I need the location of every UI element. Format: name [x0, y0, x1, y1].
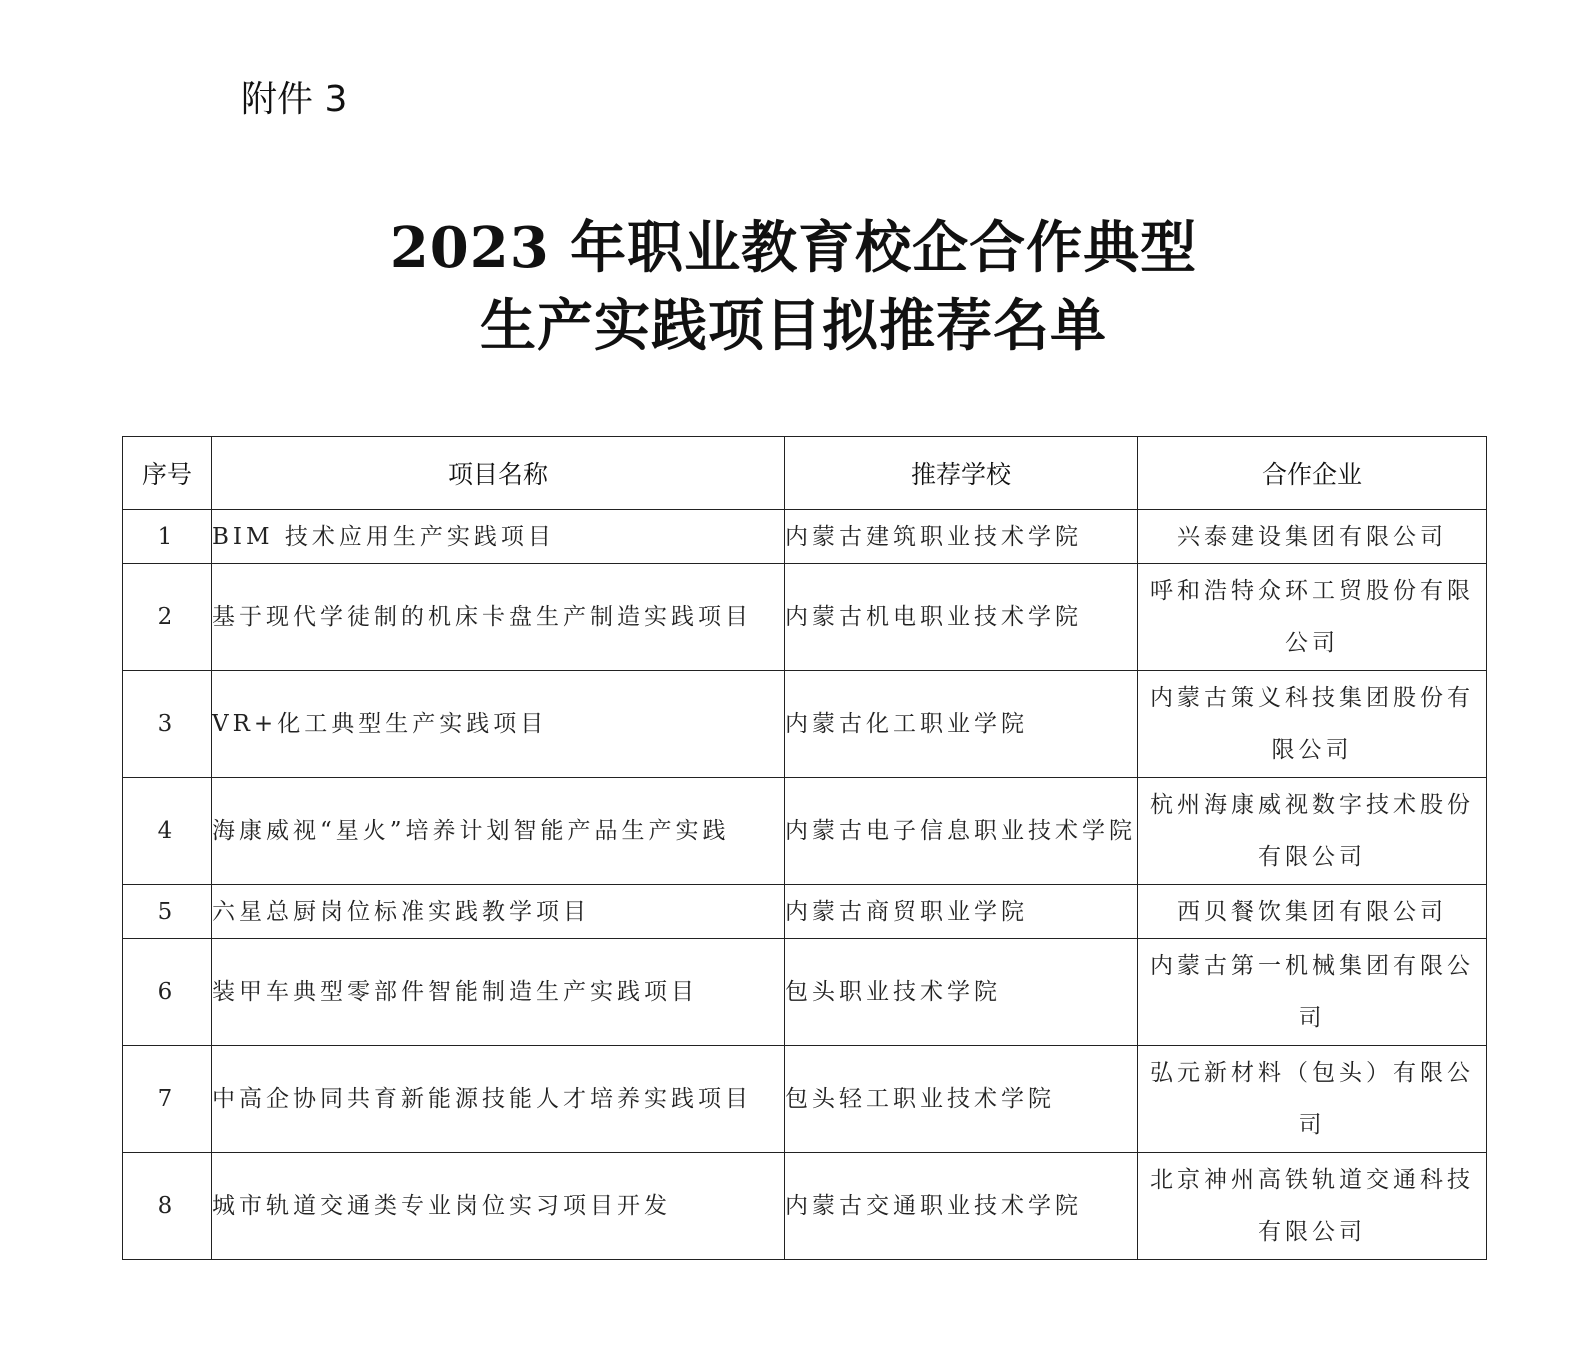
company-name: 杭州海康威视数字技术股份有限公司 [1138, 778, 1487, 885]
table-row [123, 778, 1487, 885]
project-name: 基于现代学徒制的机床卡盘生产制造实践项目 [212, 564, 785, 671]
table-row [123, 939, 1487, 1046]
company-name: 呼和浩特众环工贸股份有限公司 [1138, 564, 1487, 671]
row-index: 6 [123, 939, 212, 1046]
project-name: 六星总厨岗位标准实践教学项目 [212, 885, 785, 939]
company-name: 兴泰建设集团有限公司 [1138, 510, 1487, 564]
document-title-line-1: 2023 年职业教育校企合作典型 [389, 215, 1198, 281]
school-name: 包头职业技术学院 [785, 939, 1138, 1046]
document-title-line-2: 生产实践项目拟推荐名单 [480, 293, 1107, 359]
header-index: 序号 [123, 437, 212, 510]
table-row [123, 510, 1487, 564]
school-name: 内蒙古机电职业技术学院 [785, 564, 1138, 671]
company-name: 西贝餐饮集团有限公司 [1138, 885, 1487, 939]
row-index: 4 [123, 778, 212, 885]
company-name: 北京神州高铁轨道交通科技有限公司 [1138, 1153, 1487, 1260]
project-name: 海康威视“星火”培养计划智能产品生产实践 [212, 778, 785, 885]
school-name: 包头轻工职业技术学院 [785, 1046, 1138, 1153]
school-name: 内蒙古建筑职业技术学院 [785, 510, 1138, 564]
row-index: 7 [123, 1046, 212, 1153]
row-index: 8 [123, 1153, 212, 1260]
school-name: 内蒙古化工职业学院 [785, 671, 1138, 778]
header-project-name: 项目名称 [212, 437, 785, 510]
company-name: 内蒙古第一机械集团有限公司 [1138, 939, 1487, 1046]
table-header-row [123, 437, 1487, 510]
project-name: VR+化工典型生产实践项目 [212, 671, 785, 778]
school-name: 内蒙古交通职业技术学院 [785, 1153, 1138, 1260]
company-name: 弘元新材料（包头）有限公司 [1138, 1046, 1487, 1153]
school-name: 内蒙古商贸职业学院 [785, 885, 1138, 939]
attachment-label: 附件 3 [241, 79, 348, 120]
company-name: 内蒙古策义科技集团股份有限公司 [1138, 671, 1487, 778]
school-name: 内蒙古电子信息职业技术学院 [785, 778, 1138, 885]
row-index: 5 [123, 885, 212, 939]
project-name: BIM 技术应用生产实践项目 [212, 510, 785, 564]
project-name: 装甲车典型零部件智能制造生产实践项目 [212, 939, 785, 1046]
table-row [123, 1046, 1487, 1153]
project-name: 城市轨道交通类专业岗位实习项目开发 [212, 1153, 785, 1260]
table-row [123, 564, 1487, 671]
header-company: 合作企业 [1138, 437, 1487, 510]
table-row [123, 671, 1487, 778]
recommendation-table [122, 436, 1487, 1260]
table-row [123, 1153, 1487, 1260]
row-index: 3 [123, 671, 212, 778]
table-row [123, 885, 1487, 939]
row-index: 2 [123, 564, 212, 671]
row-index: 1 [123, 510, 212, 564]
header-school: 推荐学校 [785, 437, 1138, 510]
project-name: 中高企协同共育新能源技能人才培养实践项目 [212, 1046, 785, 1153]
